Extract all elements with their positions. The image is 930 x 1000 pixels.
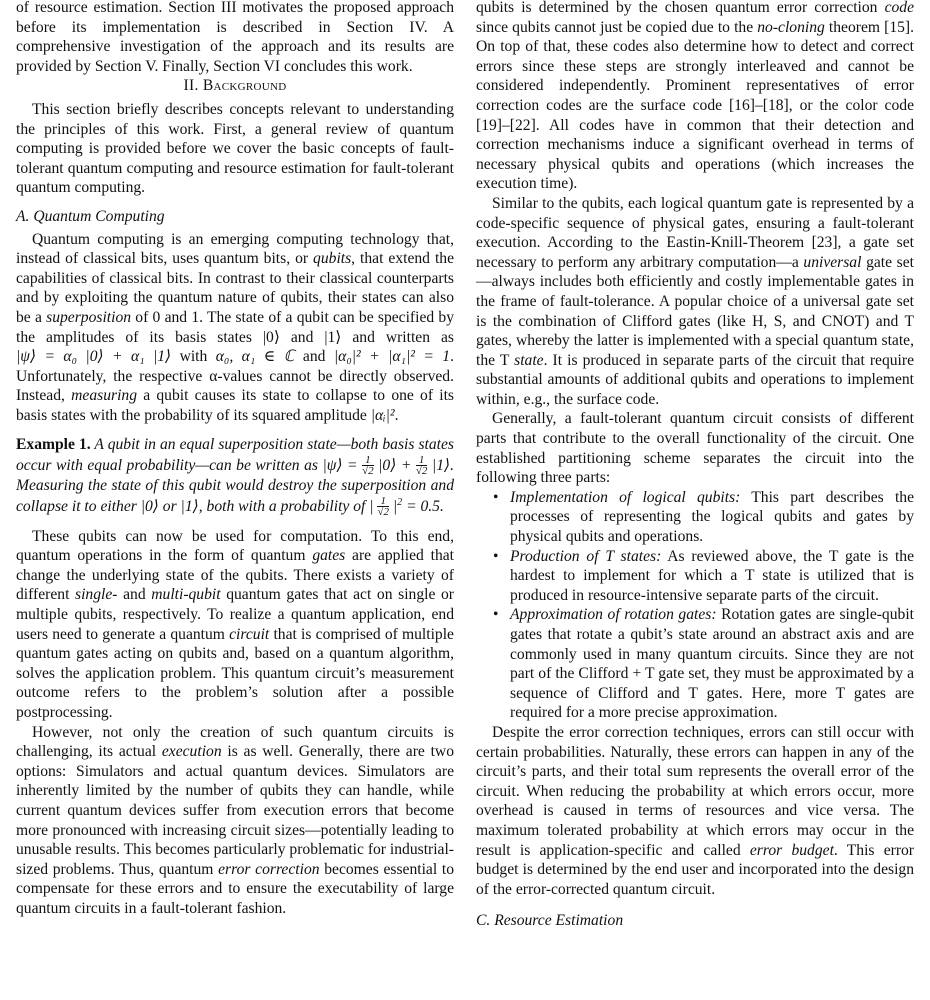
section-title: Background — [202, 77, 287, 95]
error-correction-paragraph: qubits is determined by the chosen quantum error correction code since qubits cannot just be copied due to the no-cloning theorem [15]. On top of that, these codes also determine how to detect and correct errors since these steps are strongly interleaved and cannot be considered independently. Prominent representatives of error correction codes are the surface code [16]–[18], or the color code [19]–[22]. All codes have in common that their detection and correction mechanisms induce a significant overhead in terms of necessary physical qubits and operations (which increases the execution time). — [476, 0, 915, 193]
right-column — [476, 0, 914, 934]
subsection-heading-c: C. Resource Estimation — [476, 912, 624, 930]
list-item: • Approximation of rotation gates: Rotation gates are single-qubit gates that rotate a qubit’s state around an abstract axis and are commonly used in many quantum circuits. Since they are not part of the Clifford + T gate set, they must be approximated by a sequence of Clifford and T gates. Here, more T gates are required for a more precise approximation. — [493, 606, 914, 722]
example-1: Example 1. A qubit in an equal superposition state—both basis states occur with equal probability—can be written as |ψ⟩ = $\frac{1}{√2}$ |0⟩ + $\frac{1}{√2}$ |1⟩. Measuring the state of this qubit would destroy the superposition and collapse it to either |0⟩ or |1⟩, both with a probability of | $\frac{1}{√2}$ $|^2 = 0.5$. — [16, 436, 454, 518]
list-item: • Production of T states: As reviewed above, the T gate is the hardest to implement for which a T state is utilized that is produced in resource-intensive separate parts of the circuit. — [493, 547, 915, 604]
left-column — [16, 0, 454, 919]
quantum-computing-paragraph-3: However, not only the creation of such quantum circuits is challenging, its actual execution is as well. Generally, there are two options: Simulators and actual quantum devices. Simulators are inherently limited by the number of qubits they can handle, while current quantum devices suffer from execution errors that become more pronounced with increasing circuit sizes—potentially leading to unusable results. This becomes particularly problematic for industrial-sized problems. Thus, quantum error correction becomes essential to compensate for these errors and to ensure the executability of large quantum circuits in a fault-tolerant fashion. — [16, 723, 455, 917]
example-label: Example 1. — [16, 436, 91, 454]
section-heading — [16, 76, 454, 96]
parts-list — [476, 488, 914, 723]
logical-gates-paragraph: Similar to the qubits, each logical quantum gate is represented by a code-specific sequence of physical gates, ensuring a fault-tolerant execution. According to the Eastin-Knill-Theorem [23], a gate set necessary to perform any arbitrary computation—a universal gate set—always includes both efficiently and costly implementable gates in the frame of fault-tolerance. A popular choice of a universal gate set is the combination of Clifford gates (like H, S, and CNOT) and T gates, whereby the latter is implemented with a special quantum state, the T state. It is produced in separate parts of the circuit that require substantial amounts of additional qubits and operations to implement within, e.g., the surface code. — [476, 194, 915, 408]
section-number: II. — [183, 77, 199, 95]
intro-paragraph-end: of resource estimation. Section III motivates the proposed approach before its implementation is described in Section IV. A comprehensive investigation of the approach and its results are provided by Section V. Finally, Section VI concludes this work. — [16, 0, 454, 75]
background-paragraph: This section briefly describes concepts relevant to understanding the principles of this work. First, a general review of quantum computing is provided before we cover the basic concepts of fault-tolerant quantum computing and resource estimation for fault-tolerant quantum computing. — [16, 100, 454, 197]
quantum-computing-paragraph-2: These qubits can now be used for computation. To this end, quantum operations in the form of quantum gates are applied that change the underlying state of the qubits. There exists a variety of different single- and multi-qubit quantum gates that act on single or multiple qubits, respectively. To realize a quantum application, end users need to generate a quantum circuit that is comprised of multiple quantum gates acting on qubits and, based on a quantum algorithm, solves the application problem. This quantum circuit’s measurement outcome refers to the problem’s solution after a possible postprocessing. — [16, 527, 455, 721]
subsection-heading-a: A. Quantum Computing — [16, 207, 165, 225]
quantum-computing-paragraph-1: Quantum computing is an emerging computing technology that, instead of classical bits, uses quantum bits, or qubits, that extend the capabilities of classical bits. In contrast to their classical counterparts and by exploiting the quantum nature of qubits, their states can also be a superposition of 0 and 1. The state of a qubit can be specified by the amplitudes of its basis states |0⟩ and |1⟩ and written as |ψ⟩ = α₀ |0⟩ + α₁ |1⟩ with α₀, α₁ ∈ ℂ and |α₀|² + |α₁|² = 1. Unfortunately, the respective α-values cannot be directly observed. Instead, measuring a qubit causes its state to collapse to one of its basis states with the probability of its squared amplitude |αᵢ|². — [16, 230, 454, 424]
list-item: • Implementation of logical qubits: This part describes the processes of representing the logical qubits and gates by physical qubits and operations. — [493, 488, 914, 546]
error-budget-paragraph: Despite the error correction techniques, errors can still occur with certain probabilities. Naturally, these errors can happen in any of the circuit’s parts, and their total sum represents the overall error of the circuit. When reducing the probability at which errors occur, more overhead is caused in terms of resources and vice versa. The maximum tolerated probability at which errors may occur in the result is application-specific and called error budget. This error budget is determined by the end user and incorporated into the design of the error-corrected quantum circuit. — [476, 723, 914, 898]
partitioning-paragraph: Generally, a fault-tolerant quantum circuit consists of different parts that contribute to the overall functionality of the circuit. One established partitioning scheme separates the circuit into the following three parts: — [476, 410, 914, 487]
